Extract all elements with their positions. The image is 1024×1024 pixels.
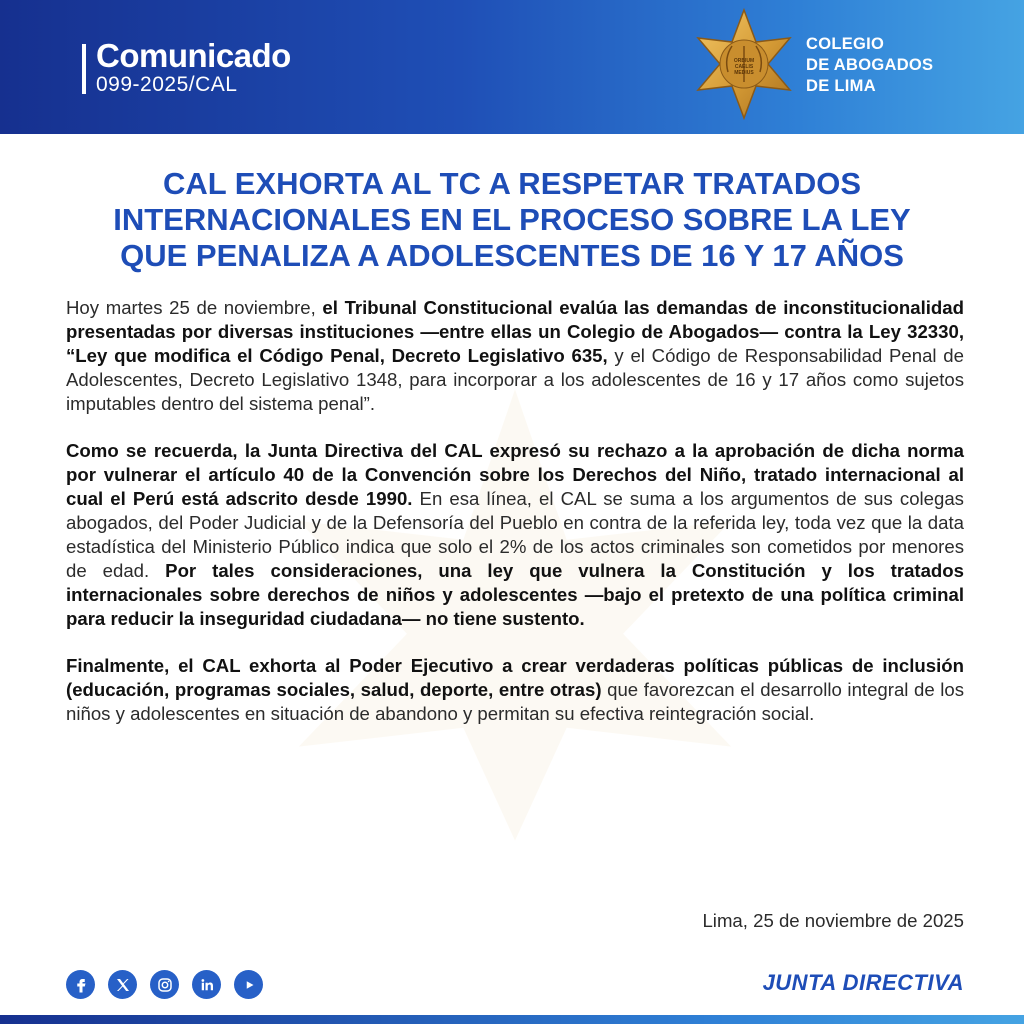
header-banner [0,0,1024,134]
footer-bar [0,1015,1024,1024]
communique-title: Comunicado [96,37,291,74]
p2-bold: Por tales consideraciones, una ley que vulnera la Constitución y los tratados internacionales sobre derechos de niños y adolescentes —bajo el pretexto de una política criminal para reducir la inseguridad ciudadana— no tiene sustento. [66,560,964,629]
headline-line-2: INTERNACIONALES EN EL PROCESO SOBRE LA LEY [113,202,911,237]
facebook-icon[interactable] [66,970,95,999]
svg-text:ORBIUM: ORBIUM [733,58,755,64]
p3-text: que favorezcan el desarrollo integral de los niños y adolescentes en situación de abandono y permitan su efectiva reintegración social. [66,679,964,724]
paragraph-3 [66,654,964,726]
signature: JUNTA DIRECTIVA [762,970,964,995]
p1-text: y el Código de Responsabilidad Penal de Adolescentes, Decreto Legislativo 1348, para incorporar a los adolescentes de 16 y 17 años como sujetos imputables dentro del sistema penal”. [66,345,964,414]
p1-text: Hoy martes 25 de noviembre, [66,297,323,318]
headline [60,166,964,274]
p2-bold: Como se recuerda, la Junta Directiva del CAL expresó su rechazo a la aprobación de dicha norma por vulnerar el artículo 40 de la Convención sobre los Derechos del Niño, tratado internacional al cual el Perú está adscrito desde 1990. [66,440,964,509]
social-icons [66,970,263,999]
institution-line-3: DE LIMA [806,77,876,95]
svg-text:MEDIUS: MEDIUS [734,70,754,76]
communique-body [66,296,964,749]
institution-line-2: DE ABOGADOS [806,56,934,74]
institution-line-1: COLEGIO [806,35,885,53]
cal-star-logo [690,6,798,122]
paragraph-2 [66,439,964,631]
paragraph-1 [66,296,964,416]
p1-bold: el Tribunal Constitucional evalúa las demandas de inconstitucionalidad presentadas por diversas instituciones —entre ellas un Colegio de Abogados— contra la Ley 32330, “Ley que modifica el Código Penal, Decreto Legislativo 635, [66,297,964,366]
p2-text: En esa línea, el CAL se suma a los argumentos de sus colegas abogados, del Poder Judicial y de la Defensoría del Pueblo en contra de la referida ley, toda vez que la data estadística del Ministerio Público indica que solo el 2% de los actos criminales son cometidos por menores de edad. [66,488,964,581]
communique-code: 099-2025/CAL [96,73,238,96]
institution-name [806,34,933,97]
date-line: Lima, 25 de noviembre de 2025 [702,910,964,931]
x-icon[interactable] [108,970,137,999]
youtube-icon[interactable] [234,970,263,999]
instagram-icon[interactable] [150,970,179,999]
headline-line-3: QUE PENALIZA A ADOLESCENTES DE 16 Y 17 AÑOS [120,238,904,273]
svg-text:CAELIS: CAELIS [734,64,754,70]
p3-bold: Finalmente, el CAL exhorta al Poder Ejecutivo a crear verdaderas políticas públicas de inclusión (educación, programas sociales, salud, deporte, entre otras) [66,655,964,700]
title-divider [82,44,86,94]
linkedin-icon[interactable] [192,970,221,999]
headline-line-1: CAL EXHORTA AL TC A RESPETAR TRATADOS [162,166,862,201]
